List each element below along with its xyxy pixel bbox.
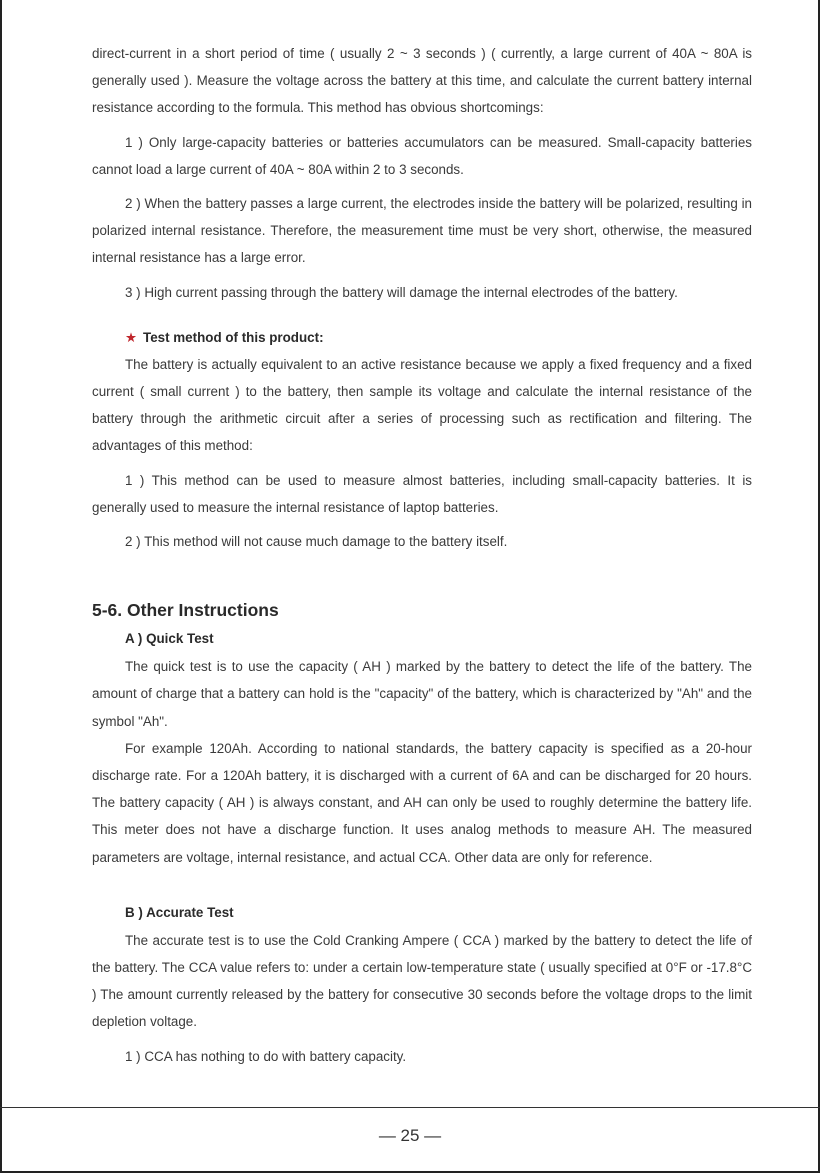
- page-border-left: [0, 0, 2, 1173]
- test-method-heading: [92, 324, 752, 351]
- list-item-advantage-2: 2 ) This method will not cause much damage to the battery itself.: [125, 534, 508, 550]
- list-item-shortcoming-3: 3 ) High current passing through the battery will damage the internal electrodes of the battery.: [125, 284, 678, 300]
- star-icon: ★: [125, 329, 138, 345]
- list-item-shortcoming-1: 1 ) Only large-capacity batteries or batteries accumulators can be measured. Small-capacity batteries cannot load a large current of 40A ~ 80A within 2 to 3 seconds.: [92, 134, 752, 177]
- list-item-advantage-1: 1 ) This method can be used to measure almost batteries, including small-capacity batteries. It is generally used to measure the internal resistance of laptop batteries.: [92, 472, 752, 515]
- accurate-test-heading: B ) Accurate Test: [125, 904, 234, 920]
- list-item-shortcoming-2: 2 ) When the battery passes a large current, the electrodes inside the battery will be polarized, resulting in polarized internal resistance. Therefore, the measurement time must be very short, otherwise, the measured internal resistance has a large error.: [92, 196, 752, 266]
- list-item-cca-1: 1 ) CCA has nothing to do with battery capacity.: [125, 1048, 407, 1064]
- footer-divider: [0, 1107, 820, 1108]
- paragraph-quick-test-2: For example 120Ah. According to national standards, the battery capacity is specified as a 20-hour discharge rate. For a 120Ah battery, it is discharged with a current of 6A and can be discharged for 20 hours. The battery capacity ( AH ) is always constant, and AH can only be used to roughly determine the battery life. This meter does not have a discharge function. It uses analog methods to measure AH. The measured parameters are voltage, internal resistance, and actual CCA. Other data are only for reference.: [92, 740, 752, 865]
- test-method-heading-text: Test method of this product:: [143, 329, 324, 345]
- paragraph-test-method: The battery is actually equivalent to an active resistance because we apply a fixed frequency and a fixed current ( small current ) to the battery, then sample its voltage and calculate the internal resistance of the battery through the arithmetic circuit after a series of processing such as rectification and filtering. The advantages of this method:: [92, 356, 752, 454]
- page-content: [92, 40, 752, 1070]
- section-title: 5-6. Other Instructions: [92, 600, 279, 621]
- page-number: — 25 —: [378, 1126, 442, 1145]
- paragraph-accurate-test-1: The accurate test is to use the Cold Cranking Ampere ( CCA ) marked by the battery to detect the life of the battery. The CCA value refers to: under a certain low-temperature state ( usually specified at 0°F or -17.8°C ) The amount currently released by the battery for consecutive 30 seconds before the voltage drops to the limit depletion voltage.: [92, 932, 752, 1030]
- paragraph-quick-test-1: The quick test is to use the capacity ( AH ) marked by the battery to detect the life of the battery. The amount of charge that a battery can hold is the "capacity" of the battery, which is characterized by "Ah" and the symbol "Ah".: [92, 659, 752, 729]
- paragraph-intro: direct-current in a short period of time ( usually 2 ~ 3 seconds ) ( currently, a large current of 40A ~ 80A is generally used ). Measure the voltage across the battery at this time, and calculate the current battery internal resistance according to the formula. This method has obvious shortcomings:: [92, 46, 752, 116]
- quick-test-heading: A ) Quick Test: [125, 631, 214, 647]
